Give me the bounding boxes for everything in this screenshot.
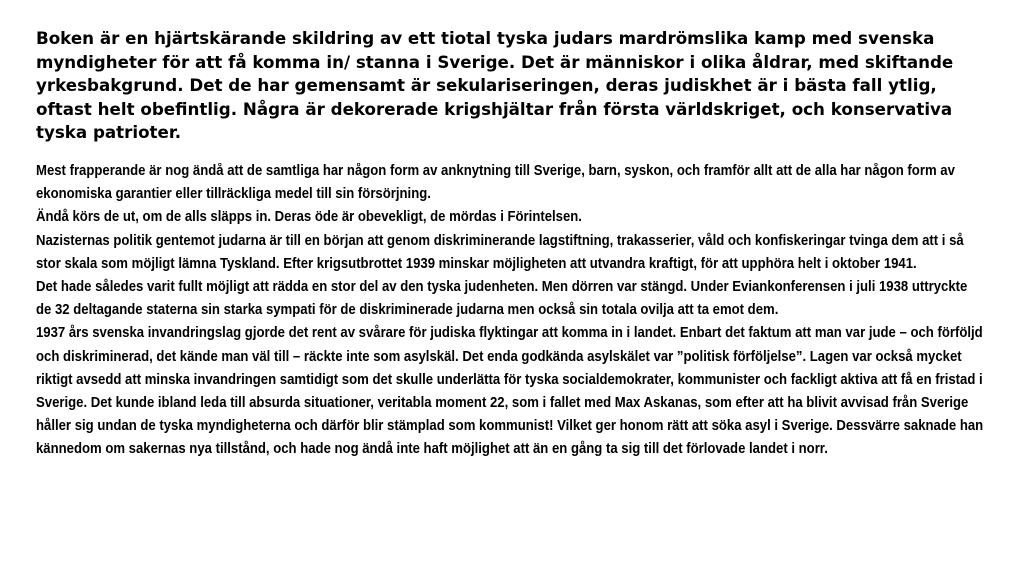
body-paragraph-3: Nazisternas politik gentemot judarna är till en början att genom diskriminerande lagstiftning, trakasserier, våld och konfiskeringar tvinga dem att i så stor skala som möjligt lämna Tyskland. Efter krigsutbrottet 1939 minskar möjligheten att utvandra kraftigt, för att upphöra helt i oktober 1941. — [36, 232, 964, 272]
intro-paragraph: Boken är en hjärtskärande skildring av ett tiotal tyska judars mardrömslika kamp med svenska myndigheter för att få komma in/ stanna i Sverige. Det är människor i olika åldrar, med skiftande yrkesbakgrund. Det de har gemensamt är sekulariseringen, deras judiskhet är i bästa fall ytlig, oftast helt obefintlig. Några är dekorerade krigshjältar från första världskriget, och konservativa tyska patrioter. — [36, 28, 954, 143]
body-paragraph-4: Det hade således varit fullt möjligt att rädda en stor del av den tyska judenheten. Men dörren var stängd. Under Eviankonferensen i juli 1938 uttryckte de 32 deltagande staterna sin starka sympati för de diskriminerade judarna men också sin totala ovilja att ta emot dem. — [36, 278, 968, 319]
body-paragraph-2: Ändå körs de ut, om de alls släpps in. Deras öde är obevekligt, de mördas i Förintelsen. — [36, 209, 582, 226]
document-page — [36, 27, 986, 462]
body-paragraph-5: 1937 års svenska invandringslag gjorde det rent av svårare för judiska flyktingar att komma in i landet. Enbart det faktum att man var jude – och förföljd och diskriminerad, det kände man väl till – räckte inte som asylskäl. Det enda godkända asylskälet var ”politisk förföljelse”. Lagen var också mycket riktigt avsedd att minska invandringen samtidigt som det skulle underlätta för tyska socialdemokrater, kommunister och fackligt aktiva att få en fristad i Sverige. Det kunde ibland leda till absurda situationer, veritabla moment 22, som i fallet med Max Askanas, som efter att ha blivit avvisad från Sverige håller sig undan de tyska myndigheterna och därför blir stämplad som kommunist! Vilket ger honom rätt att söka asyl i Sverige. Dessvärre saknade han kännedom om sakernas nya tillstånd, och hade nog ändå inte haft möjlighet att än en gång ta sig till det förlovade landet i norr. — [36, 325, 984, 458]
body-text — [36, 160, 986, 462]
body-paragraph-1: Mest frapperande är nog ändå att de samtliga har någon form av anknytning till Sverige, barn, syskon, och framför allt att de alla har någon form av ekonomiska garantier eller tillräckliga medel till sin försörjning. — [36, 162, 955, 203]
